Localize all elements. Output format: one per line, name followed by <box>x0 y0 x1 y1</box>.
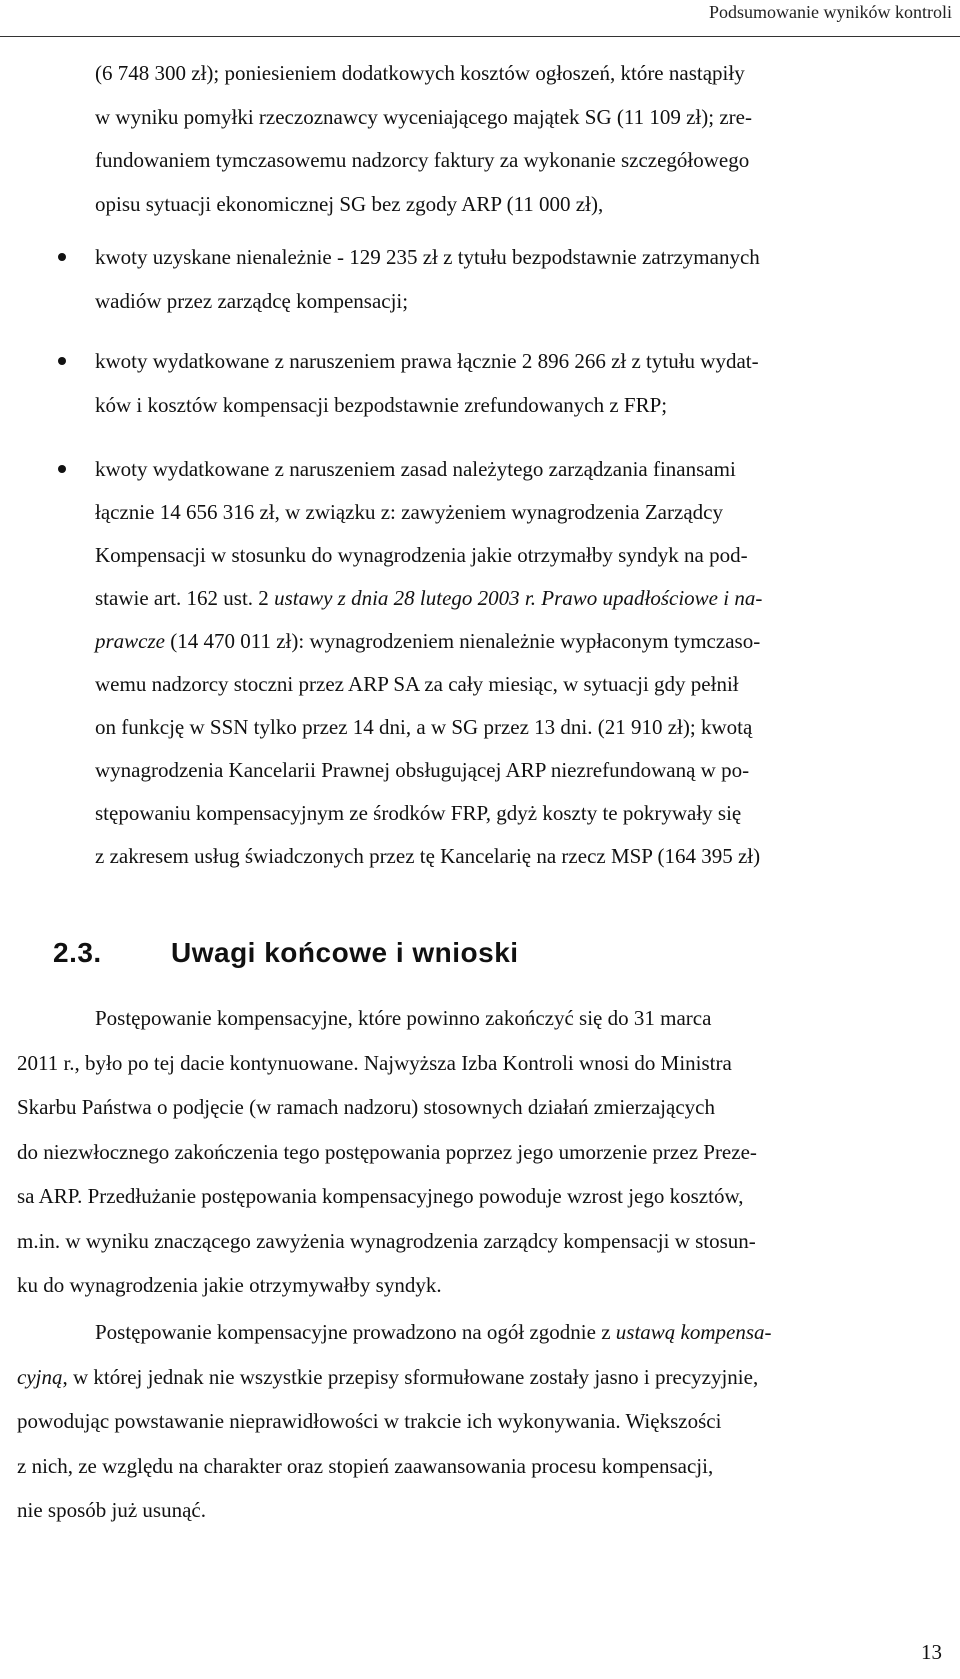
law-citation-end: prawcze <box>95 629 165 653</box>
continuation-text <box>95 52 942 226</box>
text-line <box>17 1355 942 1400</box>
text-line: stępowaniu kompensacyjnym ze środków FRP, gdyż koszty te pokrywały się <box>95 801 742 825</box>
text-line: kwoty uzyskane nienależnie - 129 235 zł z tytułu bezpodstawnie zatrzymanych <box>95 245 760 269</box>
text-line <box>17 1310 942 1355</box>
text-line: Kompensacji w stosunku do wynagrodzenia jakie otrzymałby syndyk na pod- <box>95 543 748 567</box>
text-line: wadiów przez zarządcę kompensacji; <box>95 288 409 313</box>
text-line: z nich, ze względu na charakter oraz stopień zaawansowania procesu kompensacji, <box>17 1453 714 1478</box>
law-citation: ustawy z dnia 28 lutego 2003 r. Prawo upadłościowe i na- <box>274 586 763 610</box>
text-line: on funkcję w SSN tylko przez 14 dni, a w SG przez 13 dni. (21 910 zł); kwotą <box>95 715 753 739</box>
text-line <box>95 620 942 663</box>
text-line: Postępowanie kompensacyjne, które powinno zakończyć się do 31 marca <box>95 1006 712 1030</box>
section-number: 2.3. <box>53 937 102 968</box>
text-line: łącznie 14 656 316 zł, w związku z: zawyżeniem wynagrodzenia Zarządcy <box>95 500 723 524</box>
section-title: Uwagi końcowe i wnioski <box>171 937 519 968</box>
text-line: wynagrodzenia Kancelarii Prawnej obsługującej ARP niezrefundowaną w po- <box>95 758 750 782</box>
section-heading <box>53 937 519 969</box>
running-header-title: Podsumowanie wyników kontroli <box>709 2 952 22</box>
page-number: 13 <box>921 1640 942 1664</box>
bullet-icon <box>58 465 66 473</box>
text-line: (6 748 300 zł); poniesieniem dodatkowych kosztów ogłoszeń, które nastąpiły <box>95 61 745 85</box>
bullet-icon <box>58 357 66 365</box>
text-line: nie sposób już usunąć. <box>17 1498 206 1522</box>
paragraph <box>17 996 942 1308</box>
text-line: ku do wynagrodzenia jakie otrzymywałby syndyk. <box>17 1273 442 1297</box>
law-reference: ustawą kompensa- <box>615 1320 772 1344</box>
text-line: m.in. w wyniku znaczącego zawyżenia wynagrodzenia zarządcy kompensacji w stosun- <box>17 1228 756 1253</box>
text-line: wemu nadzorcy stoczni przez ARP SA za cały miesiąc, w sytuacji gdy pełnił <box>95 672 739 696</box>
text-line: opisu sytuacji ekonomicznej SG bez zgody ARP (11 000 zł), <box>95 191 604 216</box>
text-line: fundowaniem tymczasowemu nadzorcy faktury za wykonanie szczegółowego <box>95 148 750 172</box>
bullet-icon <box>58 253 66 261</box>
law-reference-end: cyjną <box>17 1364 63 1389</box>
text-run: stawie art. 162 ust. 2 <box>95 586 275 610</box>
bullet-item-text <box>95 340 942 427</box>
text-line <box>95 577 942 620</box>
text-line: 2011 r., było po tej dacie kontynuowane. Najwyższa Izba Kontroli wnosi do Ministra <box>17 1050 732 1075</box>
text-line: ków i kosztów kompensacji bezpodstawnie zrefundowanych z FRP; <box>95 392 668 417</box>
text-line: z zakresem usług świadczonych przez tę Kancelarię na rzecz MSP (164 395 zł) <box>95 844 761 868</box>
text-line: kwoty wydatkowane z naruszeniem prawa łącznie 2 896 266 zł z tytułu wydat- <box>95 349 759 373</box>
text-line: Skarbu Państwa o podjęcie (w ramach nadzoru) stosownych działań zmierzających <box>17 1095 715 1119</box>
text-line: do niezwłocznego zakończenia tego postępowania poprzez jego umorzenie przez Preze- <box>17 1139 757 1164</box>
running-header <box>0 0 960 37</box>
text-run: (14 470 011 zł): wynagrodzeniem nienależnie wypłaconym tymczaso- <box>165 629 761 653</box>
text-line: powodując powstawanie nieprawidłowości w trakcie ich wykonywania. Większości <box>17 1409 722 1433</box>
bullet-item-text <box>95 448 942 878</box>
text-run: Postępowanie kompensacyjne prowadzono na ogół zgodnie z <box>95 1320 616 1344</box>
text-line: w wyniku pomyłki rzeczoznawcy wyceniającego majątek SG (11 109 zł); zre- <box>95 104 752 129</box>
text-run: , w której jednak nie wszystkie przepisy sformułowane zostały jasno i precyzyjnie, <box>62 1364 759 1389</box>
paragraph <box>17 1310 942 1533</box>
text-line: sa ARP. Przedłużanie postępowania kompensacyjnego powoduje wzrost jego kosztów, <box>17 1184 744 1208</box>
bullet-item-text <box>95 236 942 323</box>
text-line: kwoty wydatkowane z naruszeniem zasad należytego zarządzania finansami <box>95 457 736 481</box>
